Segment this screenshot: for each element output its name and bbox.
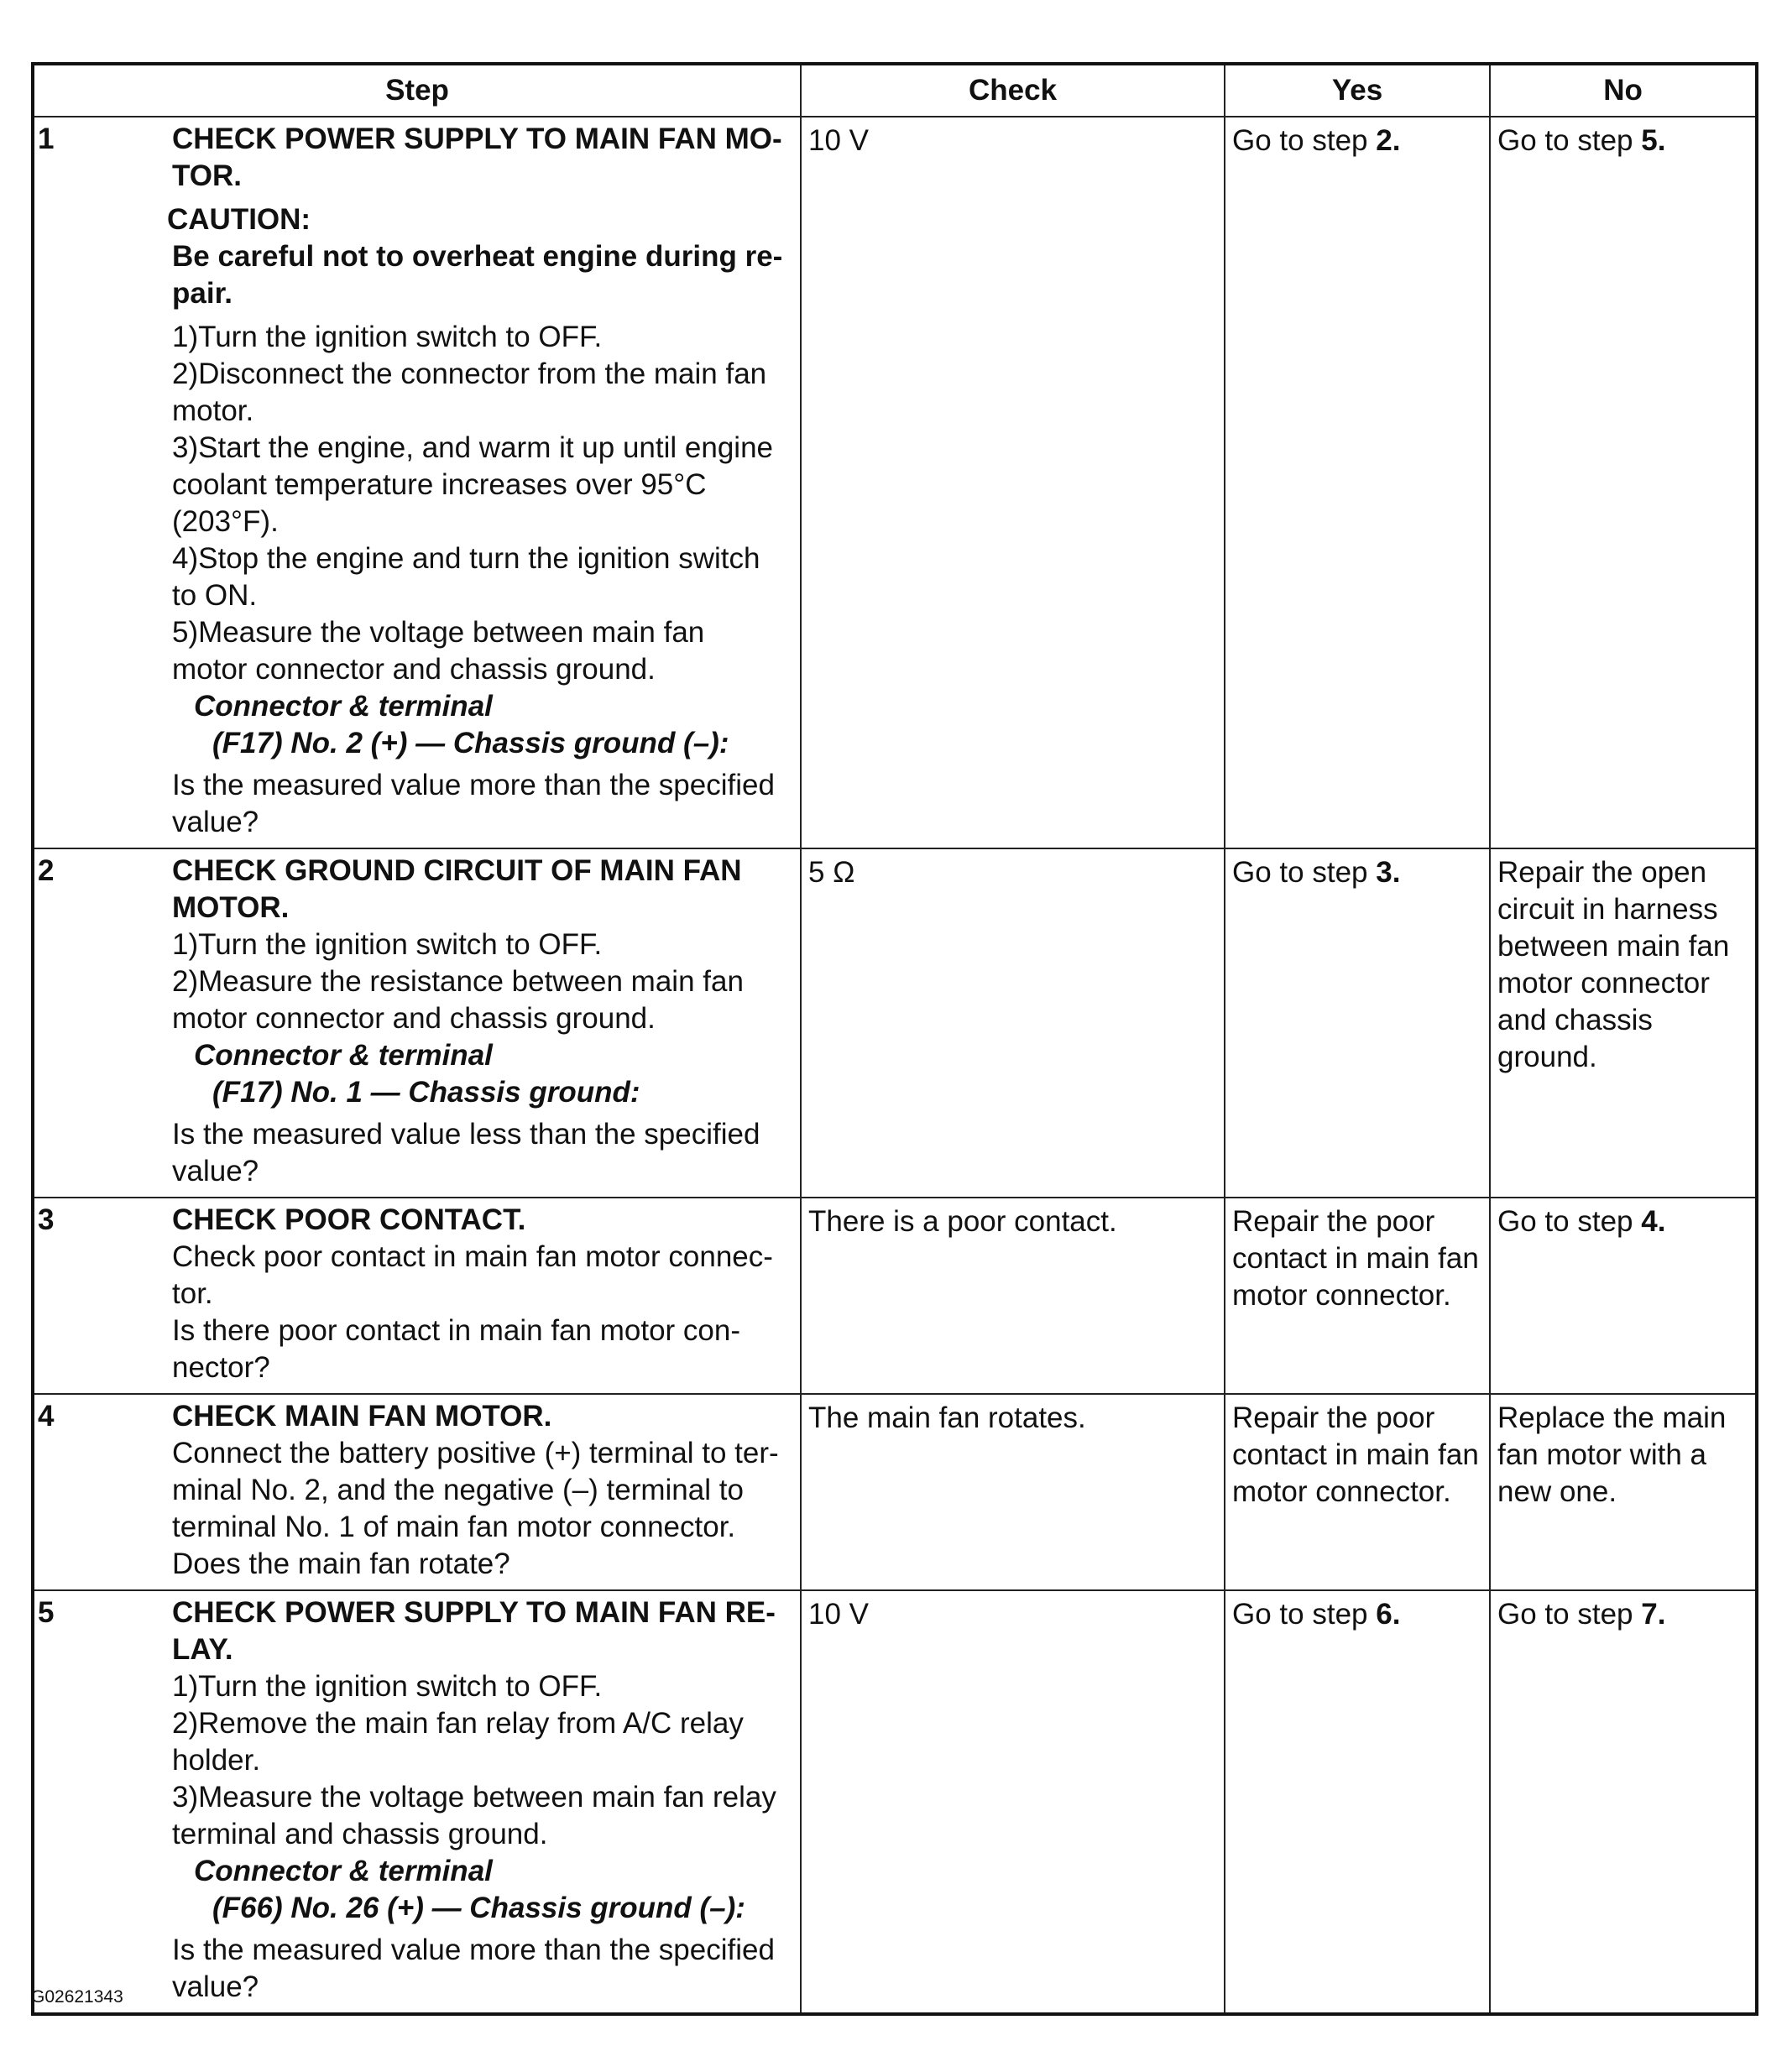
check-value: 10 V: [801, 117, 1225, 848]
step-number: 1: [33, 117, 167, 848]
table-row: [33, 1394, 1757, 1590]
connector-detail: (F17) No. 2 (+) — Chassis ground (–):: [212, 727, 729, 759]
yes-prefix: Go to step: [1232, 1598, 1377, 1631]
step-title: CHECK POWER SUPPLY TO MAIN FAN RE- LAY.: [172, 1596, 776, 1666]
yes-action: Repair the poor contact in main fan motor connector.: [1225, 1198, 1490, 1394]
check-value: 10 V: [801, 1590, 1225, 2014]
connector-detail: (F17) No. 1 — Chassis ground:: [212, 1076, 640, 1109]
step-number: 4: [33, 1394, 167, 1590]
troubleshooting-table: [31, 62, 1758, 2016]
no-action: [1490, 117, 1757, 848]
step-title: CHECK GROUND CIRCUIT OF MAIN FAN MOTOR.: [172, 854, 742, 924]
step-number: 5: [33, 1590, 167, 2014]
step-instructions: Connect the battery positive (+) terminal to ter- minal No. 2, and the negative (–) terminal to terminal No. 1 of main fan motor connector. Does the main fan rotate?: [172, 1437, 779, 1580]
step-question: Is the measured value more than the specified value?: [172, 1934, 775, 2003]
table-row: [33, 848, 1757, 1198]
yes-action: [1225, 117, 1490, 848]
table-row: [33, 1198, 1757, 1394]
caution-heading: CAUTION:: [167, 203, 311, 236]
step-question: Is the measured value less than the specified value?: [172, 1118, 760, 1187]
step-content: [167, 1394, 801, 1590]
figure-id: G02621343: [31, 1987, 123, 2007]
no-action: [1490, 1590, 1757, 2014]
step-number: 3: [33, 1198, 167, 1394]
no-action: Repair the open circuit in harness between main fan motor connector and chassis ground.: [1490, 848, 1757, 1198]
step-content: [167, 1590, 801, 2014]
step-instructions: 1)Turn the ignition switch to OFF. 2)Disconnect the connector from the main fan motor. 3)Start the engine, and warm it up until engine coolant temperature increases over 95°C (203°F). 4)Stop the engine and turn the ignition switch to ON. 5)Measure the voltage between main fan motor connector and chassis ground.: [172, 321, 773, 686]
yes-action: Repair the poor contact in main fan motor connector.: [1225, 1394, 1490, 1590]
step-content: [167, 848, 801, 1198]
no-prefix: Go to step: [1497, 124, 1642, 157]
no-action: Replace the main fan motor with a new one.: [1490, 1394, 1757, 1590]
yes-prefix: Go to step: [1232, 124, 1377, 157]
check-value: The main fan rotates.: [801, 1394, 1225, 1590]
step-question: Is the measured value more than the specified value?: [172, 769, 775, 838]
connector-label: Connector & terminal: [194, 1039, 493, 1072]
yes-step-ref: 6.: [1376, 1598, 1401, 1631]
step-content: [167, 117, 801, 848]
yes-action: [1225, 1590, 1490, 2014]
yes-action: [1225, 848, 1490, 1198]
no-step-ref: 4.: [1641, 1205, 1666, 1238]
header-check: Check: [801, 64, 1225, 117]
yes-prefix: Go to step: [1232, 856, 1377, 889]
yes-step-ref: 3.: [1376, 856, 1401, 889]
step-instructions: 1)Turn the ignition switch to OFF. 2)Remove the main fan relay from A/C relay holder. 3)Measure the voltage between main fan relay terminal and chassis ground.: [172, 1670, 776, 1850]
step-instructions: Check poor contact in main fan motor connec- tor. Is there poor contact in main fan motor con- nector?: [172, 1240, 773, 1384]
yes-step-ref: 2.: [1376, 124, 1401, 157]
header-row: [33, 64, 1757, 117]
step-content: [167, 1198, 801, 1394]
table-row: [33, 117, 1757, 848]
connector-label: Connector & terminal: [194, 1855, 493, 1887]
connector-label: Connector & terminal: [194, 690, 493, 723]
step-title: CHECK POWER SUPPLY TO MAIN FAN MO- TOR.: [172, 123, 782, 192]
step-instructions: 1)Turn the ignition switch to OFF. 2)Measure the resistance between main fan motor connector and chassis ground.: [172, 928, 744, 1035]
check-value: There is a poor contact.: [801, 1198, 1225, 1394]
header-step: Step: [33, 64, 801, 117]
check-value: 5 Ω: [801, 848, 1225, 1198]
no-step-ref: 7.: [1641, 1598, 1666, 1631]
no-step-ref: 5.: [1641, 124, 1666, 157]
connector-detail: (F66) No. 26 (+) — Chassis ground (–):: [212, 1892, 745, 1924]
step-title: CHECK MAIN FAN MOTOR.: [172, 1400, 552, 1433]
no-prefix: Go to step: [1497, 1205, 1642, 1238]
step-title: CHECK POOR CONTACT.: [172, 1203, 526, 1236]
caution-text: Be careful not to overheat engine during re- pair.: [172, 240, 783, 310]
step-number: 2: [33, 848, 167, 1198]
header-no: No: [1490, 64, 1757, 117]
table-row: [33, 1590, 1757, 2014]
header-yes: Yes: [1225, 64, 1490, 117]
no-prefix: Go to step: [1497, 1598, 1642, 1631]
no-action: [1490, 1198, 1757, 1394]
